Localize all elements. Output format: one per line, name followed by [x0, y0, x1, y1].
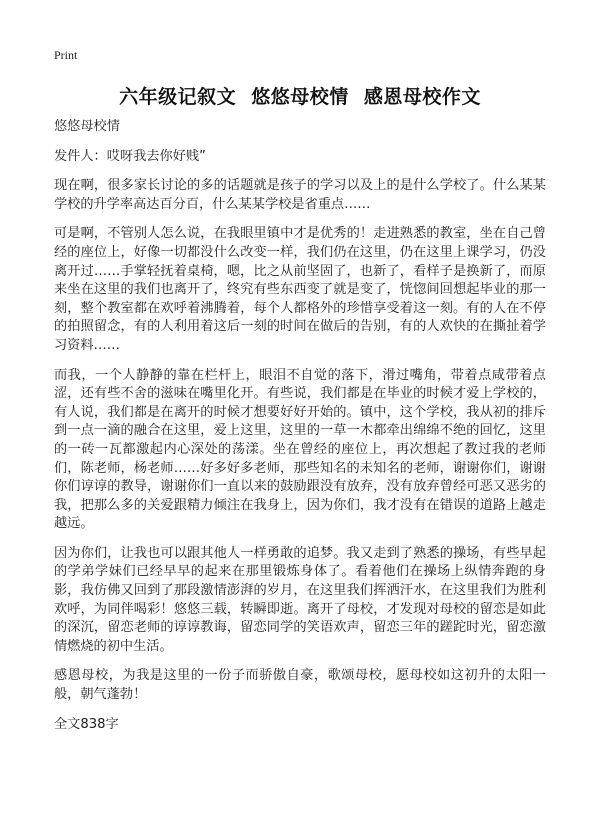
- print-label: Print: [54, 48, 78, 62]
- paragraph: 因为你们，让我也可以跟其他人一样勇敢的追梦。我又走到了熟悉的操场，有些早起的学弟学妹们已经早早的起来在那里锻炼身体了。看着他们在操场上纵情奔跑的身影，我仿佛又回到了那段激情澎湃的岁月，在这里我们挥洒汗水，在这里我们为胜利欢呼，为同伴喝彩！悠悠三载，转瞬即逝。离开了母校，才发现对母校的留恋是如此的深沉，留恋老师的谆谆教诲，留恋同学的笑语欢声，留恋三年的蹉跎时光，留恋激情燃烧的初中生活。: [54, 545, 546, 654]
- paragraph: 感恩母校，为我是这里的一份子而骄傲自豪，歌颂母校，愿母校如这初升的太阳一般，朝气蓬勃！: [54, 668, 546, 703]
- document-body: [54, 118, 546, 745]
- page-title: [0, 82, 600, 109]
- title-part-1: 六年级记叙文: [119, 86, 237, 108]
- subtitle: 悠悠母校情: [54, 119, 120, 134]
- sender-line: 发件人：哎呀我去你好贱”: [54, 148, 206, 164]
- title-part-3: 感恩母校作文: [363, 86, 481, 108]
- paragraph: 现在啊，很多家长讨论的多的话题就是孩子的学习以及上的是什么学校了。什么某某学校的升学率高达百分百，什么某某学校是省重点……: [54, 178, 546, 212]
- title-part-2: 悠悠母校情: [251, 86, 349, 108]
- paragraph: 而我，一个人静静的靠在栏杆上，眼泪不自觉的落下，滑过嘴角，带着点咸带着点涩，还有些不舍的滋味在嘴里化开。有些说，我们都是在毕业的时候才爱上学校的，有人说，我们都是在离开的时候才想要好好开始的。镇中，这个学校，我从初的排斥到一点一滴的融合在这里，爱上这里，这里的一草一木都牵出绵绵不绝的回忆，这里的一砖一瓦都激起内心深处的荡漾。坐在曾经的座位上，再次想起了教过我的老师们，陈老师，杨老师……好多好多老师，那些知名的未知名的老师，谢谢你们，谢谢你们谆谆的教导，谢谢你们一直以来的鼓励跟没有放弃，没有放弃曾经可恶又恶劣的我，把那么多的关爱跟精力倾注在我身上，因为你们，我才没有在错误的道路上越走越远。: [54, 367, 546, 532]
- word-count: 全文838字: [54, 716, 119, 732]
- paragraph: 可是啊，不管别人怎么说，在我眼里镇中才是优秀的！走进熟悉的教室，坐在自己曾经的座位上，好像一切都没什么改变一样，我们仍在这里，仍在这里上课学习，仍没离开过……手掌轻抚着桌椅，嗯，比之从前坚固了，也新了，看样子是换新了，而原来坐在这里的我们也离开了，终究有些东西变了就是变了，恍惚间回想起毕业的那一刻，整个教室都在欢呼着沸腾着，每个人都格外的珍惜享受着这一刻。有的人在不停的拍照留念，有的人利用着这后一刻的时间在做后的告别，有的人欢快的在撕扯着学习资料……: [54, 226, 546, 353]
